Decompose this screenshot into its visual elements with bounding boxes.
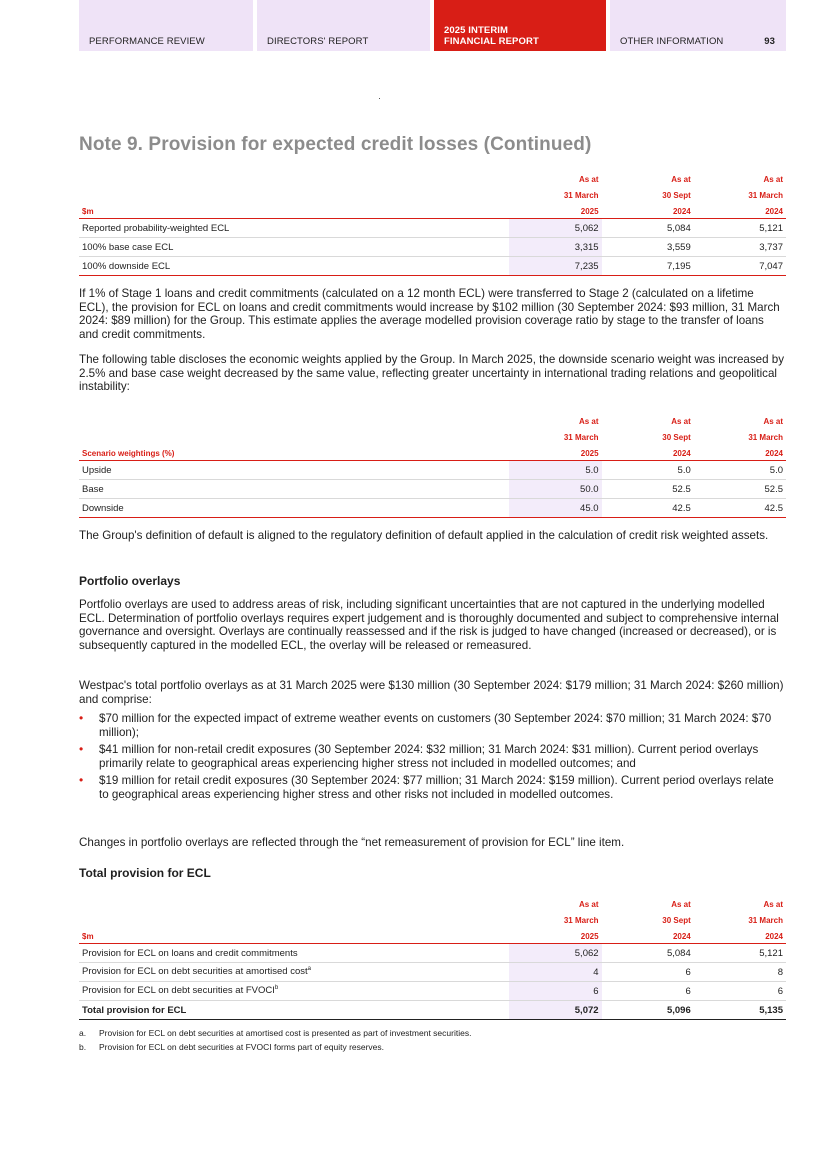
col-header: As at bbox=[671, 900, 691, 909]
tab-performance-review[interactable] bbox=[79, 0, 253, 51]
col-header: 2025 bbox=[509, 200, 601, 219]
cell: 45.0 bbox=[509, 499, 601, 518]
cell: 42.5 bbox=[602, 499, 694, 518]
cell: 8 bbox=[694, 963, 786, 982]
paragraph-overlay-changes: Changes in portfolio overlays are reflected through the “net remeasurement of provision for ECL” line item. bbox=[79, 836, 625, 849]
cell: 50.0 bbox=[509, 480, 601, 499]
row-label-text: Provision for ECL on debt securities at FVOCI bbox=[82, 985, 275, 997]
page-number: 93 bbox=[764, 36, 775, 47]
bullet-text: $41 million for non-retail credit exposures (30 September 2024: $32 million; 31 March 2024: $31 million). Current period overlays primarily relate to geographical areas experiencing higher stress not included in modelled outcomes; and bbox=[99, 743, 759, 770]
cell: 3,559 bbox=[602, 238, 694, 257]
label-header: $m bbox=[79, 200, 509, 219]
cell: 5.0 bbox=[602, 461, 694, 480]
row-label: Upside bbox=[79, 461, 509, 480]
label-header: $m bbox=[79, 925, 509, 944]
header-row bbox=[79, 925, 786, 944]
cell: 5,121 bbox=[694, 219, 786, 238]
bullet-icon: • bbox=[79, 773, 84, 787]
row-label: Downside bbox=[79, 499, 509, 518]
list-item bbox=[79, 712, 786, 739]
cell: 5,121 bbox=[694, 944, 786, 963]
list-item bbox=[79, 743, 786, 770]
row-label: Reported probability-weighted ECL bbox=[79, 219, 509, 238]
list-item bbox=[79, 774, 786, 801]
row-label bbox=[79, 963, 509, 982]
tab-label bbox=[444, 25, 539, 47]
row-label-text: Provision for ECL on debt securities at amortised cost bbox=[82, 966, 308, 978]
col-header: 30 Sept bbox=[662, 191, 691, 200]
cell: 52.5 bbox=[602, 480, 694, 499]
col-header: 31 March bbox=[748, 191, 783, 200]
header-row bbox=[79, 410, 786, 426]
tab-other-information[interactable] bbox=[610, 0, 786, 51]
paragraph-overlays-definition: Portfolio overlays are used to address areas of risk, including significant uncertainties that are not captured in the underlying modelled ECL. Determination of portfolio overlays requires expert judgement and is thoroughly documented and subject to comprehensive internal governance and oversight. Overlays are continually reassessed and if the risk is judged to have changed (increased or decreased), or is subsequently captured in the modelled ECL, the overlay will be released or remeasured. bbox=[79, 598, 779, 652]
row-label: 100% downside ECL bbox=[79, 257, 509, 276]
row-label: Provision for ECL on loans and credit commitments bbox=[79, 944, 509, 963]
col-header: 31 March bbox=[748, 916, 783, 925]
header-row bbox=[79, 168, 786, 184]
col-header: 30 Sept bbox=[662, 433, 691, 442]
bullet-icon: • bbox=[79, 742, 84, 756]
cell: 6 bbox=[602, 982, 694, 1001]
header-row bbox=[79, 893, 786, 909]
row-label bbox=[79, 982, 509, 1001]
overlay-bullet-list bbox=[79, 712, 786, 805]
col-header: As at bbox=[578, 175, 599, 184]
col-header: 2024 bbox=[602, 200, 694, 219]
bullet-text: $19 million for retail credit exposures (30 September 2024: $77 million; 31 March 2024: $159 million). Current period overlays relate to geographical areas experiencing higher stress and other risks not included in modelled outcomes. bbox=[99, 774, 774, 801]
footnote bbox=[79, 1028, 786, 1038]
table-row bbox=[79, 963, 786, 982]
cell: 5,084 bbox=[602, 219, 694, 238]
table-row bbox=[79, 461, 786, 480]
tab-interim-financial-report[interactable] bbox=[434, 0, 606, 51]
paragraph-total-overlays: Westpac's total portfolio overlays as at 31 March 2025 were $130 million (30 September 2024: $179 million; 31 March 2024: $260 million) and comprise: bbox=[79, 679, 784, 706]
cell: 7,195 bbox=[602, 257, 694, 276]
cell: 7,235 bbox=[509, 257, 601, 276]
table-row bbox=[79, 257, 786, 276]
paragraph-economic-weights: The following table discloses the economic weights applied by the Group. In March 2025, the downside scenario weight was increased by 2.5% and base case weight decreased by the same value, reflecting greater uncertainty in international trading relations and geopolitical instability: bbox=[79, 353, 785, 393]
cell: 5,062 bbox=[509, 944, 601, 963]
footnote-marker: b bbox=[274, 985, 279, 992]
col-header: 2024 bbox=[694, 925, 786, 944]
header-row bbox=[79, 909, 786, 925]
col-header: 2024 bbox=[694, 200, 786, 219]
col-header: 30 Sept bbox=[662, 916, 691, 925]
footnote-key: b. bbox=[79, 1042, 87, 1052]
col-header: As at bbox=[671, 417, 691, 426]
col-header: 31 March bbox=[563, 433, 599, 442]
table-row bbox=[79, 238, 786, 257]
table-row bbox=[79, 499, 786, 518]
col-header: 2024 bbox=[694, 442, 786, 461]
paragraph-default-definition: The Group's definition of default is aligned to the regulatory definition of default applied in the calculation of credit risk weighted assets. bbox=[79, 529, 769, 542]
tab-label: DIRECTORS' REPORT bbox=[267, 36, 369, 47]
section-heading-portfolio-overlays: Portfolio overlays bbox=[79, 574, 181, 588]
cell: 7,047 bbox=[694, 257, 786, 276]
table-row bbox=[79, 982, 786, 1001]
cell: 52.5 bbox=[694, 480, 786, 499]
cell: 5,096 bbox=[602, 1001, 694, 1020]
col-header: 31 March bbox=[748, 433, 783, 442]
footnote-key: a. bbox=[79, 1028, 87, 1038]
paragraph-stage-transfer: If 1% of Stage 1 loans and credit commitments (calculated on a 12 month ECL) were transferred to Stage 2 (calculated on a lifetime ECL), the provision for ECL on loans and credit commitments would increase by $102 million (30 September 2024: $93 million, 31 March 2024: $89 million) for the Group. This estimate applies the average modelled provision coverage ratio by stage to the transfer of loans and credit commitments. bbox=[79, 287, 780, 341]
bullet-text: $70 million for the expected impact of extreme weather events on customers (30 September 2024: $70 million; 31 March 2024: $70 million); bbox=[99, 712, 772, 739]
label-header: Scenario weightings (%) bbox=[79, 442, 509, 461]
col-header: 2025 bbox=[509, 442, 601, 461]
col-header: As at bbox=[671, 175, 691, 184]
header-row bbox=[79, 184, 786, 200]
header-row bbox=[79, 200, 786, 219]
tab-label-line2: FINANCIAL REPORT bbox=[444, 36, 539, 47]
col-header: As at bbox=[763, 417, 783, 426]
total-provision-table bbox=[79, 893, 786, 1020]
cell: 6 bbox=[509, 982, 601, 1001]
cell: 5,084 bbox=[602, 944, 694, 963]
cell: 3,315 bbox=[509, 238, 601, 257]
section-heading-total-provision: Total provision for ECL bbox=[79, 866, 211, 880]
tab-label: PERFORMANCE REVIEW bbox=[89, 36, 205, 47]
top-navigation bbox=[79, 0, 786, 51]
cell: 5.0 bbox=[509, 461, 601, 480]
tab-label-line1: 2025 INTERIM bbox=[444, 25, 509, 36]
cell: 5,062 bbox=[509, 219, 601, 238]
tab-directors-report[interactable] bbox=[257, 0, 430, 51]
cell: 6 bbox=[694, 982, 786, 1001]
col-header: As at bbox=[578, 900, 599, 909]
col-header: As at bbox=[578, 417, 599, 426]
footnote-text: Provision for ECL on debt securities at FVOCI forms part of equity reserves. bbox=[99, 1042, 385, 1052]
bullet-icon: • bbox=[79, 711, 84, 725]
decorative-dot bbox=[379, 98, 380, 99]
cell: 6 bbox=[602, 963, 694, 982]
total-row bbox=[79, 1001, 786, 1020]
tab-label: OTHER INFORMATION bbox=[620, 36, 724, 47]
ecl-scenario-table bbox=[79, 168, 786, 276]
col-header: 31 March bbox=[563, 916, 599, 925]
table-row bbox=[79, 944, 786, 963]
footnote bbox=[79, 1042, 786, 1052]
col-header: 2024 bbox=[602, 442, 694, 461]
table-row bbox=[79, 480, 786, 499]
row-label: Total provision for ECL bbox=[79, 1001, 509, 1020]
cell: 5.0 bbox=[694, 461, 786, 480]
col-header: 2025 bbox=[509, 925, 601, 944]
cell: 3,737 bbox=[694, 238, 786, 257]
header-row bbox=[79, 426, 786, 442]
cell: 4 bbox=[509, 963, 601, 982]
col-header: As at bbox=[763, 900, 783, 909]
cell: 5,135 bbox=[694, 1001, 786, 1020]
col-header: 2024 bbox=[602, 925, 694, 944]
row-label: 100% base case ECL bbox=[79, 238, 509, 257]
footnote-text: Provision for ECL on debt securities at amortised cost is presented as part of investment securities. bbox=[99, 1028, 472, 1038]
table-row bbox=[79, 219, 786, 238]
row-label: Base bbox=[79, 480, 509, 499]
page-title: Note 9. Provision for expected credit losses (Continued) bbox=[79, 134, 592, 155]
cell: 42.5 bbox=[694, 499, 786, 518]
header-row bbox=[79, 442, 786, 461]
scenario-weightings-table bbox=[79, 410, 786, 518]
col-header: 31 March bbox=[563, 191, 599, 200]
col-header: As at bbox=[763, 175, 783, 184]
footnote-marker: a bbox=[307, 966, 311, 973]
cell: 5,072 bbox=[509, 1001, 601, 1020]
